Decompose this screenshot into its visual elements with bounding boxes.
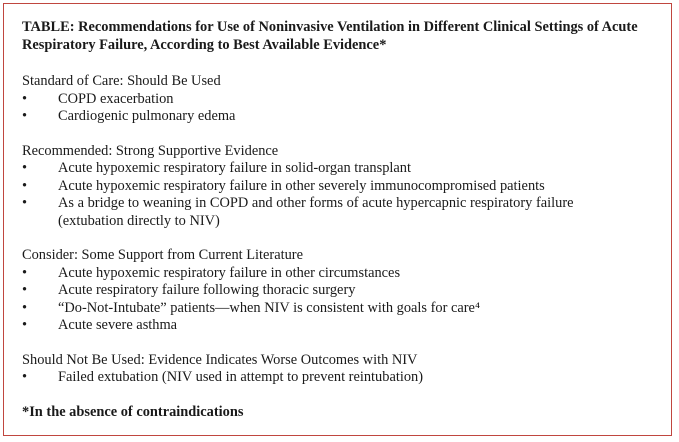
item-text: Acute respiratory failure following thoracic surgery bbox=[58, 282, 356, 298]
bullet-icon: • bbox=[22, 160, 28, 176]
item-text: Cardiogenic pulmonary edema bbox=[58, 108, 236, 124]
list-item bbox=[22, 282, 618, 300]
item-text: Acute hypoxemic respiratory failure in other severely immunocompromised patients bbox=[58, 177, 545, 194]
list-item bbox=[22, 178, 618, 196]
table-title: TABLE: Recommendations for Use of Noninvasive Ventilation in Different Clinical Settings of Acute Respiratory Failure, According to Best Available Evidence* bbox=[22, 19, 638, 53]
item-text: Failed extubation (NIV used in attempt to prevent reintubation) bbox=[58, 369, 424, 385]
section-heading: Should Not Be Used: Evidence Indicates Worse Outcomes with NIV bbox=[22, 351, 418, 368]
item-list bbox=[22, 160, 671, 230]
section-heading: Standard of Care: Should Be Used bbox=[22, 73, 221, 89]
list-item bbox=[22, 369, 618, 387]
list-item bbox=[22, 108, 618, 126]
section-heading: Recommended: Strong Supportive Evidence bbox=[22, 142, 279, 159]
item-text: COPD exacerbation bbox=[58, 90, 174, 107]
item-text: “Do-Not-Intubate” patients—when NIV is consistent with goals for care⁴ bbox=[58, 299, 480, 316]
section-recommended bbox=[22, 143, 671, 231]
item-text: As a bridge to weaning in COPD and other forms of acute hypercapnic respiratory failure (extubation directly to NIV) bbox=[58, 195, 574, 229]
item-list bbox=[22, 265, 671, 335]
list-item bbox=[22, 160, 618, 178]
list-item bbox=[22, 195, 618, 230]
list-item bbox=[22, 91, 618, 109]
item-text: Acute severe asthma bbox=[58, 317, 178, 333]
section-consider bbox=[22, 247, 671, 335]
section-heading: Consider: Some Support from Current Literature bbox=[22, 247, 303, 263]
item-text: Acute hypoxemic respiratory failure in other circumstances bbox=[58, 264, 401, 281]
section-should-not-be-used bbox=[22, 352, 671, 387]
bullet-icon: • bbox=[22, 282, 28, 298]
table-footnote: *In the absence of contraindications bbox=[22, 403, 244, 420]
list-item bbox=[22, 265, 618, 283]
bullet-icon: • bbox=[22, 299, 28, 316]
bullet-icon: • bbox=[22, 90, 28, 107]
bullet-icon: • bbox=[22, 177, 28, 194]
section-standard-of-care bbox=[22, 73, 671, 126]
list-item bbox=[22, 300, 618, 318]
bullet-icon: • bbox=[22, 108, 28, 124]
item-list bbox=[22, 369, 671, 387]
item-text: Acute hypoxemic respiratory failure in solid-organ transplant bbox=[58, 160, 411, 176]
bullet-icon: • bbox=[22, 317, 28, 333]
recommendations-table bbox=[3, 3, 672, 436]
list-item bbox=[22, 317, 618, 335]
item-list bbox=[22, 91, 671, 126]
bullet-icon: • bbox=[22, 264, 28, 281]
bullet-icon: • bbox=[22, 369, 28, 385]
bullet-icon: • bbox=[22, 195, 28, 211]
